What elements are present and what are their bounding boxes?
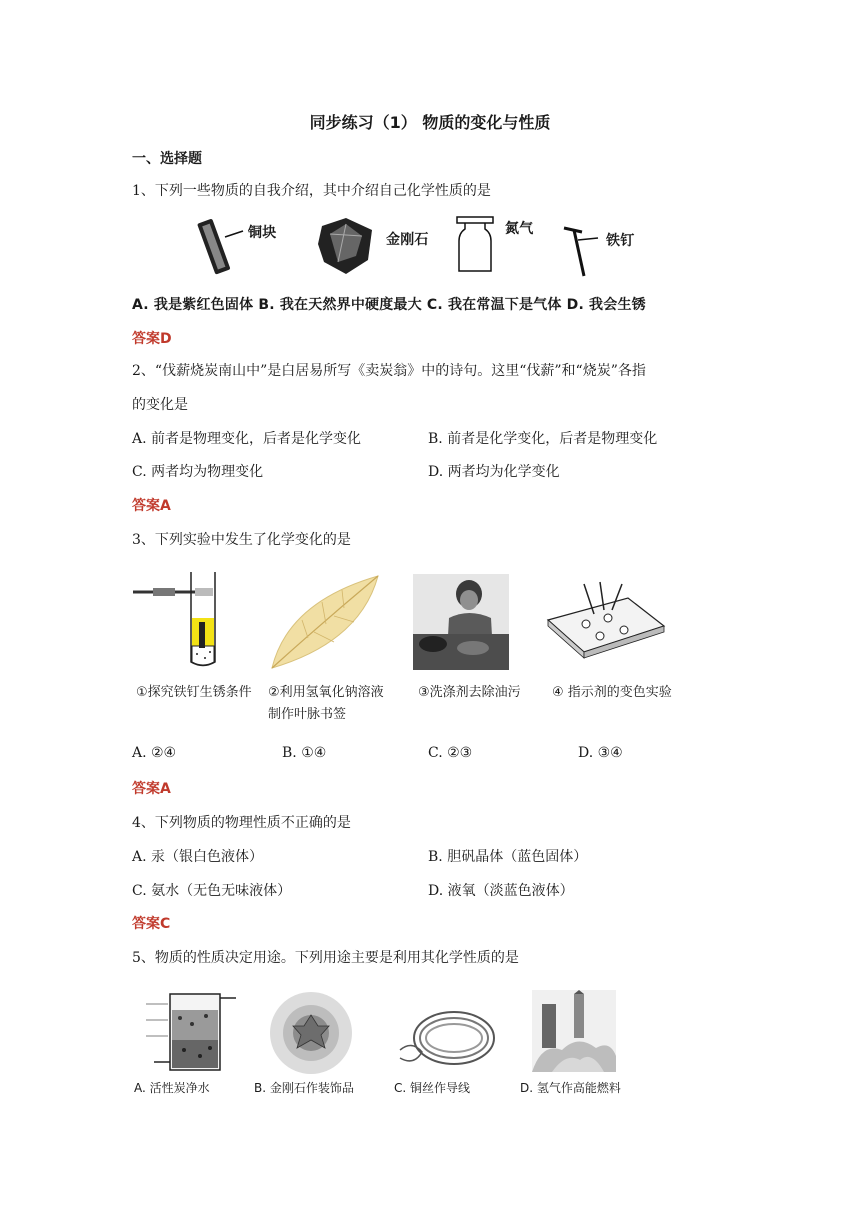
question-4-option-d: D. 液氧（淡蓝色液体） bbox=[428, 883, 574, 899]
washing-photo-image bbox=[413, 574, 509, 670]
question-3-option-a: A. ②④ bbox=[132, 745, 177, 761]
question-4-option-a: A. 汞（银白色液体） bbox=[132, 849, 264, 865]
question-2-option-c: C. 两者均为物理变化 bbox=[132, 464, 264, 480]
question-3-stem: 3、下列实验中发生了化学变化的是 bbox=[132, 532, 351, 548]
q3-caption-1: ①探究铁钉生锈条件 bbox=[136, 685, 252, 700]
leaf-image bbox=[268, 572, 386, 672]
q3-caption-4: ④ 指示剂的变色实验 bbox=[552, 685, 672, 700]
question-1-stem: 1、下列一些物质的自我介绍，其中介绍自己化学性质的是 bbox=[132, 183, 491, 199]
question-2-option-a: A. 前者是物理变化，后者是化学变化 bbox=[132, 431, 362, 447]
copper-wire-image bbox=[392, 1000, 502, 1072]
diamond-image bbox=[316, 216, 376, 276]
question-4-option-c: C. 氨水（无色无味液体） bbox=[132, 883, 292, 899]
question-2-option-b: B. 前者是化学变化，后者是物理变化 bbox=[428, 431, 658, 447]
label-diamond: 金刚石 bbox=[386, 232, 429, 248]
test-tube-image bbox=[133, 570, 245, 670]
iron-nail-image bbox=[560, 220, 610, 280]
question-1-answer: 答案D bbox=[132, 331, 172, 347]
question-2-stem-line2: 的变化是 bbox=[132, 397, 188, 413]
question-4-stem: 4、下列物质的物理性质不正确的是 bbox=[132, 815, 351, 831]
q5-caption-a: A. 活性炭净水 bbox=[134, 1081, 210, 1095]
question-1-options: A. 我是紫红色固体 B. 我在天然界中硬度最大 C. 我在常温下是气体 D. 我会生锈 bbox=[132, 297, 646, 313]
rocket-launch-image bbox=[532, 990, 616, 1072]
label-iron-nail: 铁钉 bbox=[606, 233, 635, 249]
label-nitrogen: 氮气 bbox=[505, 221, 534, 237]
diamond-ornament-image bbox=[268, 990, 354, 1076]
question-2-stem-line1: 2、“伐薪烧炭南山中”是白居易所写《卖炭翁》中的诗句。这里“伐薪”和“烧炭”各指 bbox=[132, 363, 646, 379]
q5-caption-b: B. 金刚石作装饰品 bbox=[254, 1081, 354, 1095]
indicator-plate-image bbox=[538, 580, 668, 660]
question-3-option-d: D. ③④ bbox=[578, 745, 623, 761]
label-copper: 铜块 bbox=[248, 225, 277, 241]
question-5-stem: 5、物质的性质决定用途。下列用途主要是利用其化学性质的是 bbox=[132, 950, 519, 966]
question-3-option-b: B. ①④ bbox=[282, 745, 327, 761]
question-4-answer: 答案C bbox=[132, 916, 171, 932]
water-filter-image bbox=[140, 990, 240, 1072]
q3-caption-3: ③洗涤剂去除油污 bbox=[418, 685, 521, 700]
question-2-option-d: D. 两者均为化学变化 bbox=[428, 464, 560, 480]
question-2-answer: 答案A bbox=[132, 498, 171, 514]
page-title: 同步练习（1） 物质的变化与性质 bbox=[309, 113, 551, 132]
question-3-answer: 答案A bbox=[132, 781, 171, 797]
q5-caption-d: D. 氢气作高能燃料 bbox=[520, 1081, 621, 1095]
q5-caption-c: C. 铜丝作导线 bbox=[394, 1081, 471, 1095]
question-3-option-c: C. ②③ bbox=[428, 745, 473, 761]
q3-caption-2a: ②利用氢氧化钠溶液 bbox=[268, 685, 384, 700]
question-4-option-b: B. 胆矾晶体（蓝色固体） bbox=[428, 849, 588, 865]
q3-caption-2b: 制作叶脉书签 bbox=[268, 707, 347, 722]
section-heading: 一、选择题 bbox=[132, 151, 202, 167]
